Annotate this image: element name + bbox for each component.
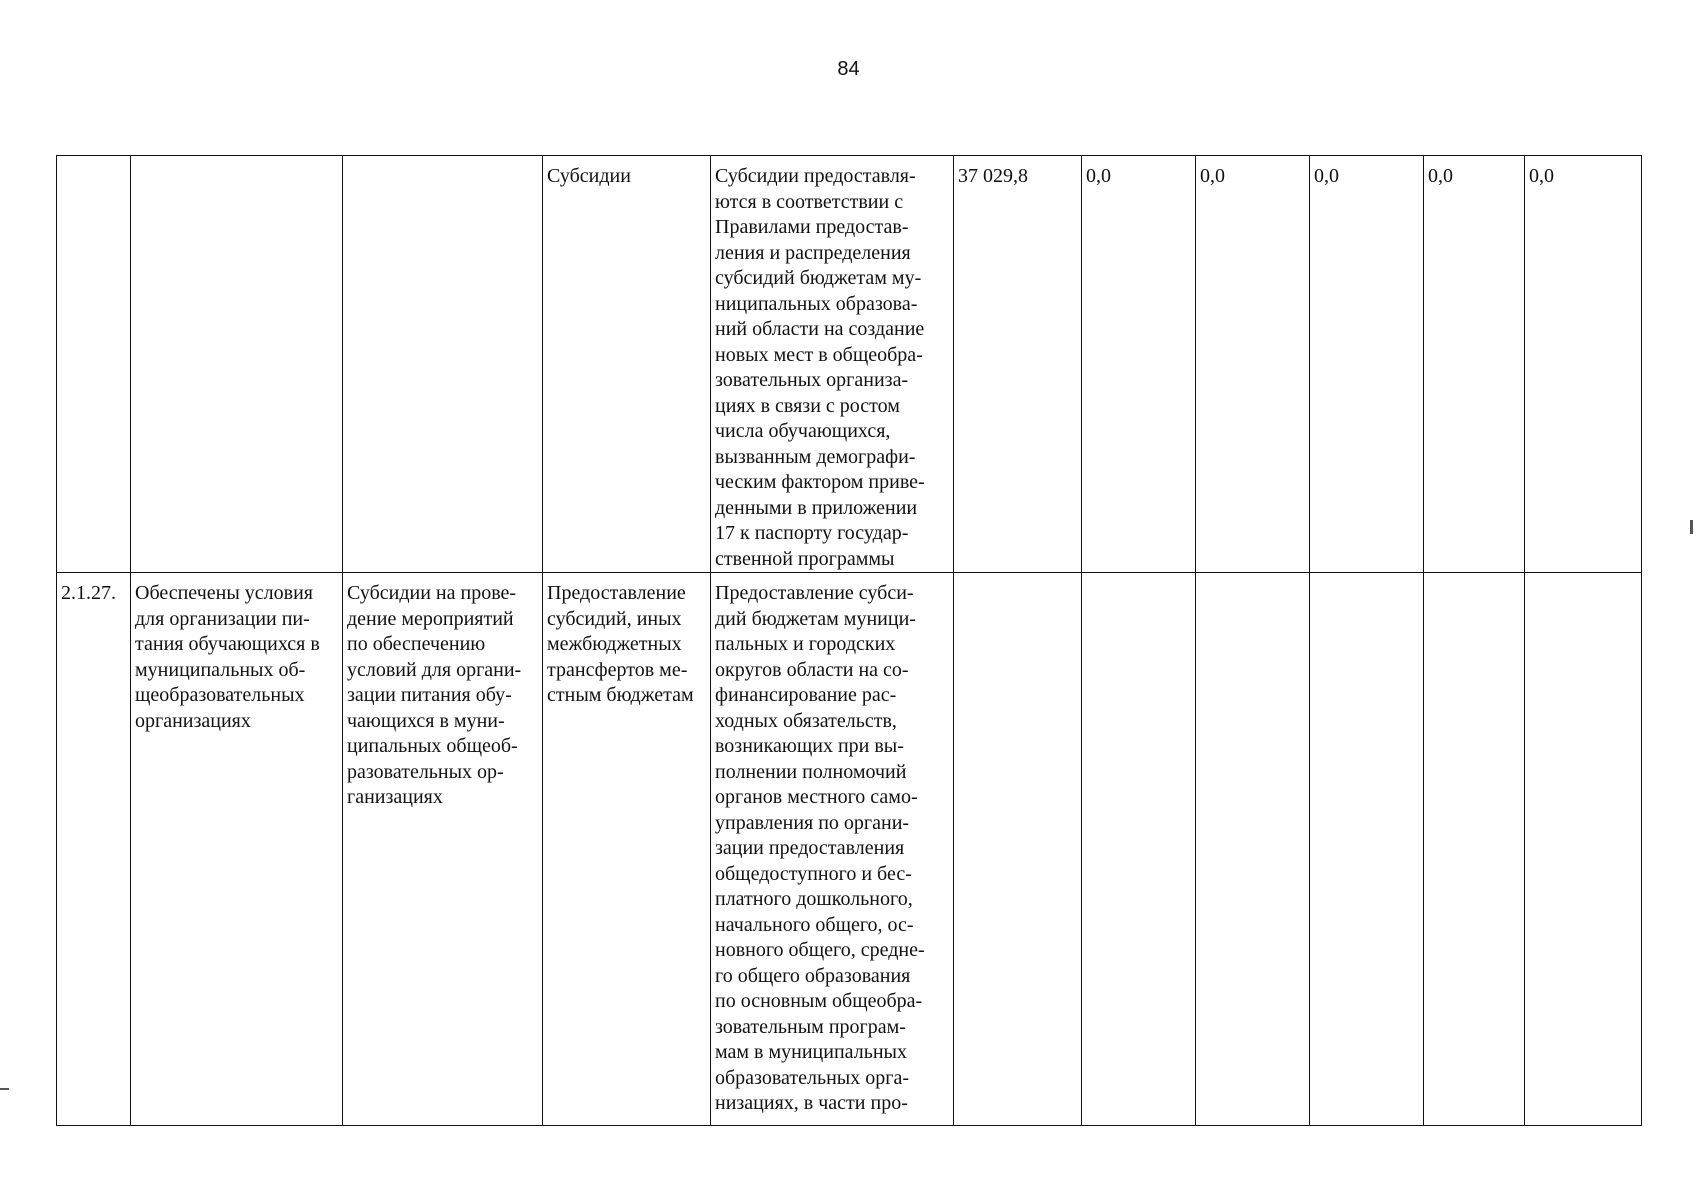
cell-result [131,156,343,573]
cell-value [1196,573,1310,1126]
cell-num: 2.1.27. [57,573,131,1126]
cell-description: Субсидии предоставля- ются в соответствии с Правилами предостав- ления и распределения субсидий бюджетам му- ниципальных образова- ний области на создание новых мест в общеобра- зовательных организа- циях в связи с ростом числа обучающихся, вызванным демографи- ческим фактором приве- денными в приложении 17 к паспорту государ- ственной программы [711,156,954,573]
cell-measure [343,156,543,573]
table-row [57,573,1642,1126]
cell-value: 0,0 [1525,156,1642,573]
scan-artifact [0,1088,9,1090]
cell-num [57,156,131,573]
cell-type: Субсидии [543,156,711,573]
cell-result: Обеспечены условия для организации пи- тания обучающихся в муниципальных об- щеобразовательных организациях [131,573,343,1126]
cell-value: 0,0 [1424,156,1525,573]
cell-value [954,573,1082,1126]
cell-value: 0,0 [1310,156,1424,573]
cell-value: 37 029,8 [954,156,1082,573]
cell-type: Предоставление субсидий, иных межбюджетных трансфертов ме- стным бюджетам [543,573,711,1126]
cell-value [1424,573,1525,1126]
cell-measure: Субсидии на прове- дение мероприятий по обеспечению условий для органи- зации питания обу- чающихся в муни- ципальных общеоб- разовательных ор- ганизациях [343,573,543,1126]
cell-value: 0,0 [1082,156,1196,573]
cell-description: Предоставление субси- дий бюджетам муници- пальных и городских округов области на со- финансирование рас- ходных обязательств, возникающих при вы- полнении полномочий органов местного само- управления по органи- зации предоставления общедоступного и бес- платного дошкольного, начального общего, ос- новного общего, средне- го общего образования по основным общеобра- зовательным програм- мам в муниципальных образовательных орга- низациях, в части про- [711,573,954,1126]
table-row [57,156,1642,573]
cell-value: 0,0 [1196,156,1310,573]
cell-value [1082,573,1196,1126]
scan-artifact [1690,520,1693,534]
page-number: 84 [837,58,860,80]
cell-value [1525,573,1642,1126]
cell-value [1310,573,1424,1126]
budget-table [56,155,1642,1126]
